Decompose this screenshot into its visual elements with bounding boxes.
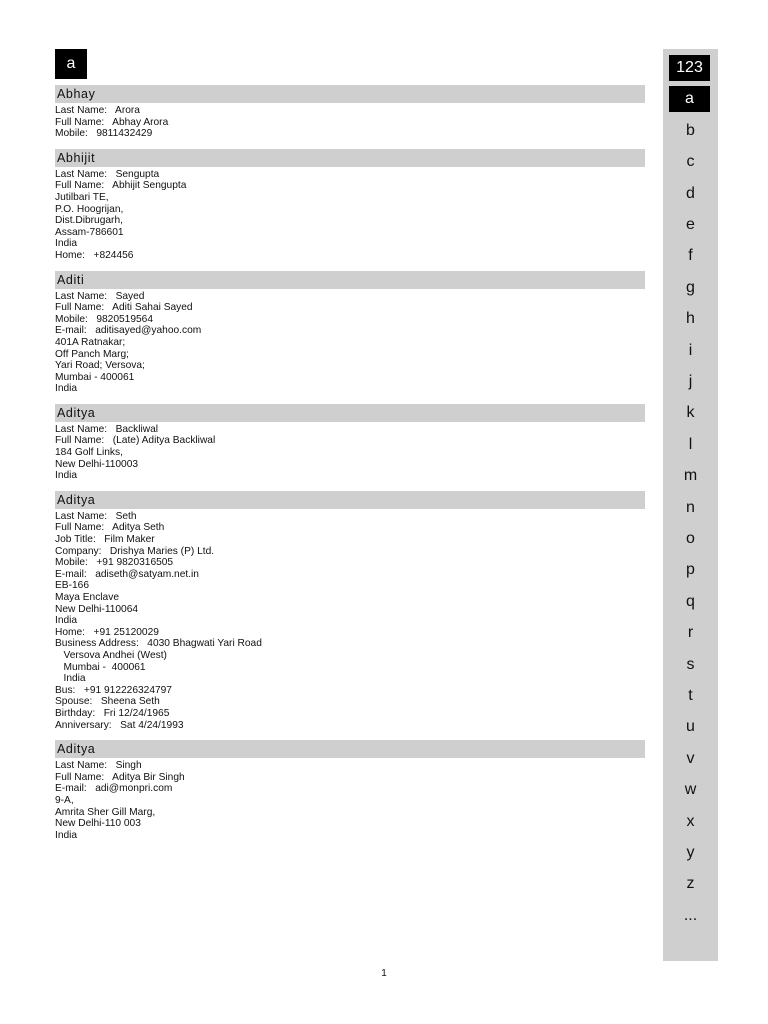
contact-detail-line: Maya Enclave [55,592,119,603]
index-letter-u[interactable]: u [686,718,695,736]
contact-detail-line: Home: +91 25120029 [55,626,159,638]
index-letter-d[interactable]: d [686,184,695,202]
contact-detail-line: India [55,383,78,395]
contact-detail-line: EB-166 [55,580,89,592]
index-letter-c[interactable]: c [686,153,695,171]
contact-detail-line: Mobile: 9820519564 [55,313,153,325]
contact-name-header: Abhay [55,85,645,103]
index-letter-h[interactable]: h [686,310,695,328]
contact-detail-line: Mobile: +91 9820316505 [55,557,174,569]
contact-detail-line: Mumbai - 400061 [55,371,135,383]
contact-detail-line: E-mail: adi@monpri.com [55,783,173,795]
contact-list [55,85,645,850]
contact-detail-line: India [55,470,78,482]
index-letter-v[interactable]: v [686,749,695,767]
contact-detail-line: Full Name: Aditya Bir Singh [55,771,185,783]
contact-detail-line: Versova Andhei (West) [55,649,167,661]
section-letter-badge: a [55,49,87,79]
page-number: 1 [381,968,387,979]
contact-detail-line: Last Name: Singh [55,760,142,772]
index-letter-t[interactable]: t [688,687,693,704]
index-letter-p[interactable]: p [686,561,695,579]
contact-details [55,103,645,142]
contact-detail-line: India [55,238,78,250]
contact-name-header: Aditi [55,271,645,289]
contact-detail-line: P.O. Hoogrijan, [55,203,124,215]
contact-detail-line: Last Name: Sengupta [55,168,160,180]
index-letter-more[interactable]: ... [683,906,698,924]
contact-detail-line: New Delhi-110 003 [55,818,141,830]
index-letter-123[interactable]: 123 [669,55,710,81]
contact-detail-line: India [55,673,86,685]
index-letter-e[interactable]: e [686,216,695,233]
contact-name-header: Aditya [55,740,645,758]
index-letter-b[interactable]: b [686,121,695,139]
index-letter-l[interactable]: l [688,435,693,453]
contact-detail-line: 184 Golf Links, [55,447,123,459]
contact-detail-line: Anniversary: Sat 4/24/1993 [55,719,184,731]
contact-detail-line: E-mail: aditisayed@yahoo.com [55,325,202,337]
index-letter-g[interactable]: g [686,278,695,296]
index-letter-s[interactable]: s [686,655,695,673]
contact-detail-line: Off Panch Marg; [55,348,129,360]
contact-detail-line: Assam-786601 [55,226,124,238]
contact-detail-line: Bus: +91 912226324797 [55,684,172,696]
contact-detail-line: New Delhi-110064 [55,603,139,615]
index-letter-y[interactable]: y [686,844,695,861]
index-letter-a[interactable]: a [669,86,710,112]
contact-detail-line: Spouse: Sheena Seth [55,696,160,708]
index-letter-z[interactable]: z [686,875,695,893]
contact-detail-line: 401A Ratnakar; [55,336,126,348]
index-letter-i[interactable]: i [688,341,693,359]
contact-detail-line: Last Name: Arora [55,105,140,116]
contact-detail-line: India [55,615,78,627]
contact-detail-line: New Delhi-110003 [55,458,139,470]
index-letter-w[interactable]: w [684,781,697,799]
contact-detail-line: 9-A, [55,794,74,806]
index-letter-x[interactable]: x [686,812,695,830]
contact-detail-line: Full Name: Abhay Arora [55,116,169,128]
contact-detail-line: Mumbai - 400061 [55,661,146,673]
contact-detail-line: Company: Drishya Maries (P) Ltd. [55,545,215,557]
contact-detail-line: Full Name: Aditi Sahai Sayed [55,302,193,314]
index-letter-j[interactable]: j [688,373,693,390]
contact-entry [55,404,645,484]
contact-detail-line: Dist.Dibrugarh, [55,215,123,227]
contact-name-header: Aditya [55,404,645,422]
contact-detail-line: Full Name: (Late) Aditya Backliwal [55,435,216,447]
index-letter-m[interactable]: m [683,467,698,485]
contact-detail-line: Home: +824456 [55,249,134,261]
contact-detail-line: Business Address: 4030 Bhagwati Yari Road [55,638,262,650]
contact-detail-line: Job Title: Film Maker [55,534,155,546]
contact-detail-line: Last Name: Backliwal [55,423,159,435]
contact-detail-line: Last Name: Sayed [55,290,145,302]
index-letter-o[interactable]: o [686,530,695,547]
contact-detail-line: Full Name: Abhijit Sengupta [55,180,187,192]
contact-detail-line: Birthday: Fri 12/24/1965 [55,707,170,719]
contact-details [55,422,645,484]
index-letter-k[interactable]: k [686,404,695,422]
contact-name-header: Abhijit [55,149,645,167]
contact-detail-line: E-mail: adiseth@satyam.net.in [55,568,199,580]
contact-entry [55,149,645,264]
index-letter-n[interactable]: n [686,498,695,516]
contact-name-header: Aditya [55,491,645,509]
contact-detail-line: Full Name: Aditya Seth [55,522,165,534]
contact-details [55,758,645,843]
contact-detail-line: Amrita Sher Gill Marg, [55,806,156,818]
index-letter-f[interactable]: f [688,247,693,265]
contact-entry [55,740,645,843]
contact-entry [55,271,645,397]
contact-detail-line: India [55,829,78,841]
contact-details [55,167,645,264]
contact-entry [55,491,645,733]
contact-detail-line: Jutilbari TE, [55,191,109,203]
contact-detail-line: Last Name: Seth [55,510,137,522]
index-letter-q[interactable]: q [686,592,695,610]
contact-detail-line: Mobile: 9811432429 [55,128,153,140]
contact-entry [55,85,645,142]
index-letter-r[interactable]: r [687,624,694,642]
contact-details [55,289,645,397]
alphabet-index [663,49,718,961]
contact-detail-line: Yari Road; Versova; [55,360,145,372]
contact-details [55,509,645,733]
